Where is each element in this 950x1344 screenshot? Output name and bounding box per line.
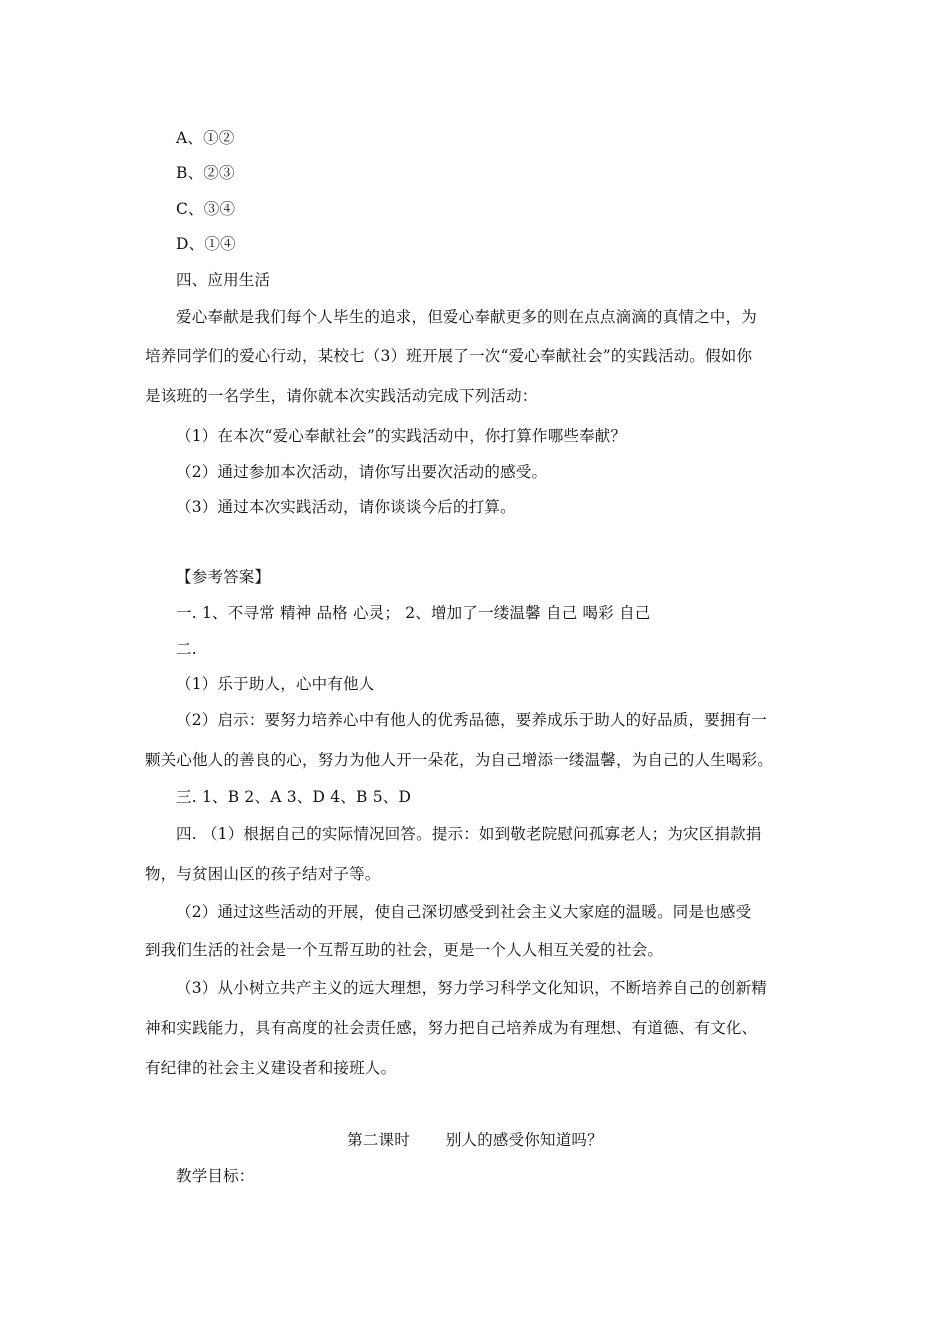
lesson-title: 第二课时 别人的感受你知道吗？ [347, 1131, 603, 1149]
option-c: C、③④ [176, 200, 236, 218]
option-b: B、②③ [176, 164, 235, 182]
option-d: D、①④ [176, 235, 236, 253]
answer-part-4-item: 有纪律的社会主义建设者和接班人。 [145, 1059, 397, 1077]
question-item: （3）通过本次实践活动，请你谈谈今后的打算。 [176, 498, 516, 516]
answer-part-2-item: （1）乐于助人，心中有他人 [176, 675, 375, 693]
answer-part-2-item: （2）启示：要努力培养心中有他人的优秀品德，要养成乐于助人的好品质，要拥有一 [176, 711, 767, 729]
answer-part-3: 三. 1、B 2、A 3、D 4、B 5、D [176, 788, 412, 806]
answer-part-2-heading: 二. [176, 640, 197, 658]
option-a: A、①② [176, 129, 235, 147]
answer-part-1: 一. 1、不寻常 精神 品格 心灵； 2、增加了一缕温馨 自己 喝彩 自己 [176, 604, 651, 622]
paragraph-line: 爱心奉献是我们每个人毕生的追求，但爱心奉献更多的则在点点滴滴的真情之中，为 [176, 308, 757, 326]
question-item: （1）在本次“爱心奉献社会”的实践活动中，你打算作哪些奉献？ [176, 427, 627, 445]
answer-part-4-item: （2）通过这些活动的开展，使自己深切感受到社会主义大家庭的温暖。同是也感受 [176, 903, 752, 921]
paragraph-line: 培养同学们的爱心行动，某校七（3）班开展了一次“爱心奉献社会”的实践活动。假如你 [145, 347, 753, 365]
answers-heading: 【参考答案】 [176, 568, 271, 586]
answer-part-4-item: 物，与贫困山区的孩子结对子等。 [145, 865, 381, 883]
section-heading: 四、应用生活 [176, 271, 271, 289]
answer-part-4-item: 到我们生活的社会是一个互帮互助的社会，更是一个人人相互关爱的社会。 [145, 941, 664, 959]
answer-part-4-item: 神和实践能力，具有高度的社会责任感，努力把自己培养成为有理想、有道德、有文化、 [145, 1019, 758, 1037]
objectives-label: 教学目标： [176, 1167, 255, 1185]
answer-part-2-item: 颗关心他人的善良的心，努力为他人开一朵花，为自己增添一缕温馨，为自己的人生喝彩。 [145, 751, 774, 769]
paragraph-line: 是该班的一名学生，请你就本次实践活动完成下列活动： [145, 387, 538, 405]
answer-part-4-item: （3）从小树立共产主义的远大理想，努力学习科学文化知识，不断培养自己的创新精 [176, 979, 767, 997]
question-item: （2）通过参加本次活动，请你写出要次活动的感受。 [176, 463, 548, 481]
answer-part-4-item: 四. （1）根据自己的实际情况回答。提示：如到敬老院慰问孤寡老人；为灾区捐款捐 [176, 825, 762, 843]
